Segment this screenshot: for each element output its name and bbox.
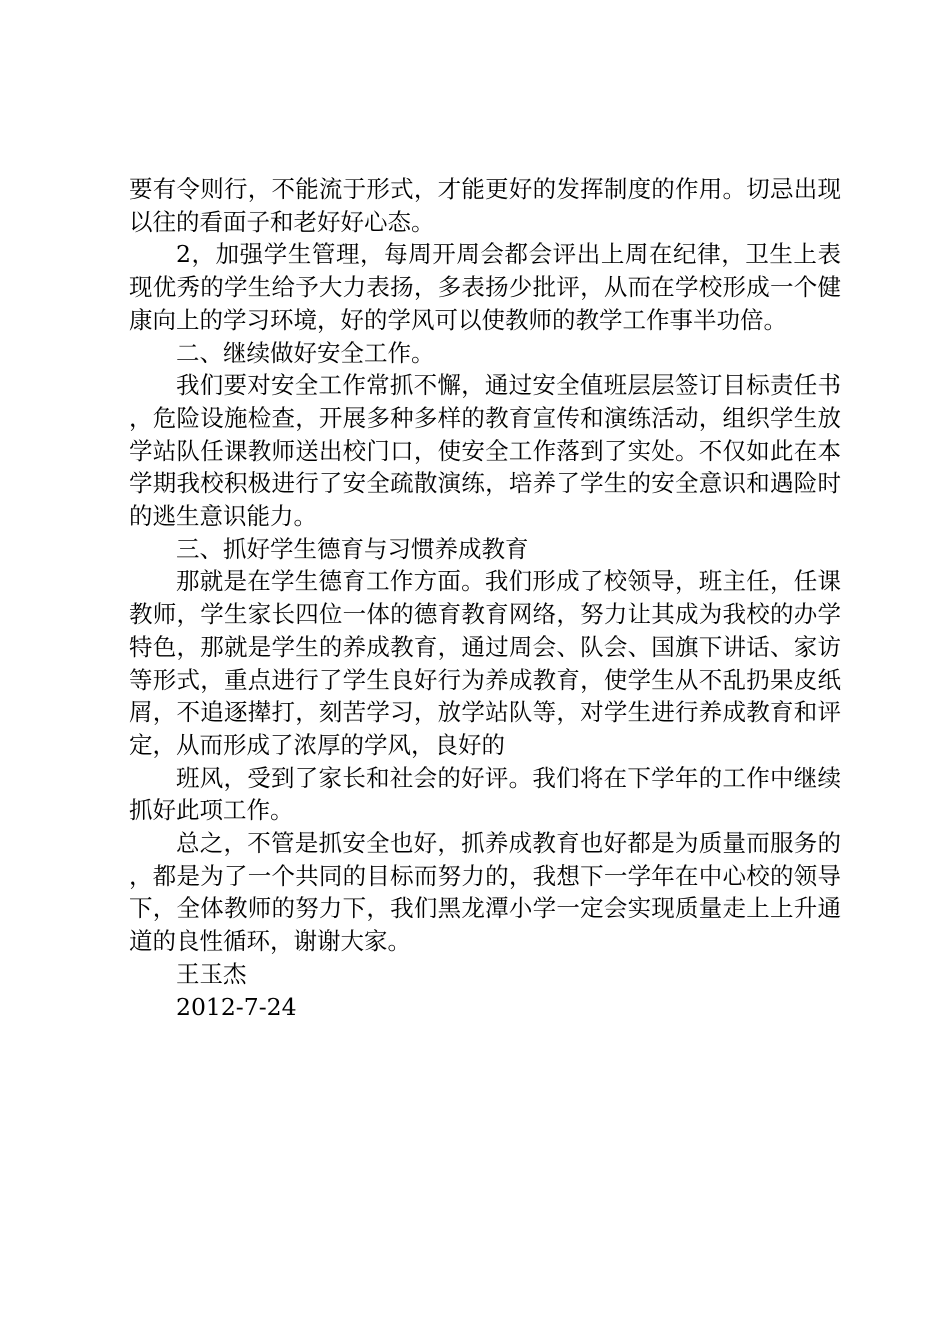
- signature: 王玉杰: [176, 959, 247, 988]
- paragraph-safety: 我们要对安全工作常抓不懈，通过安全值班层层签订目标责任书，危险设施检查，开展多种多样的教育宣传和演练活动，组织学生放学站队任课教师送出校门口，使安全工作落到了实处。不仅如此在本学期我校积极进行了安全疏散演练，培养了学生的安全意识和遇险时的逃生意识能力。: [129, 371, 841, 531]
- paragraph-class-spirit: 班风，受到了家长和社会的好评。我们将在下学年的工作中继续抓好此项工作。: [129, 763, 841, 825]
- document-date: 2012-7-24: [176, 992, 297, 1021]
- section-heading-safety: 二、继续做好安全工作。: [176, 338, 435, 367]
- paragraph-moral-education: 那就是在学生德育工作方面。我们形成了校领导，班主任，任课教师，学生家长四位一体的德育教育网络，努力让其成为我校的办学特色，那就是学生的养成教育，通过周会、队会、国旗下讲话、家访等形式，重点进行了学生良好行为养成教育，使学生从不乱扔果皮纸屑，不追逐撵打，刻苦学习，放学站队等，对学生进行养成教育和评定，从而形成了浓厚的学风，良好的: [129, 567, 841, 759]
- document-body: [129, 173, 841, 1023]
- paragraph-student-management: 2，加强学生管理，每周开周会都会评出上周在纪律，卫生上表现优秀的学生给予大力表扬，多表扬少批评，从而在学校形成一个健康向上的学习环境，好的学风可以使教师的教学工作事半功倍。: [129, 240, 841, 334]
- paragraph-continuation: 要有令则行，不能流于形式，才能更好的发挥制度的作用。切忌出现以往的看面子和老好好心态。: [129, 175, 841, 236]
- section-heading-moral-education: 三、抓好学生德育与习惯养成教育: [176, 534, 529, 563]
- paragraph-conclusion: 总之，不管是抓安全也好，抓养成教育也好都是为质量而服务的，都是为了一个共同的目标而努力的，我想下一学年在中心校的领导下，全体教师的努力下，我们黑龙潭小学一定会实现质量走上上升通道的良性循环，谢谢大家。: [129, 829, 841, 956]
